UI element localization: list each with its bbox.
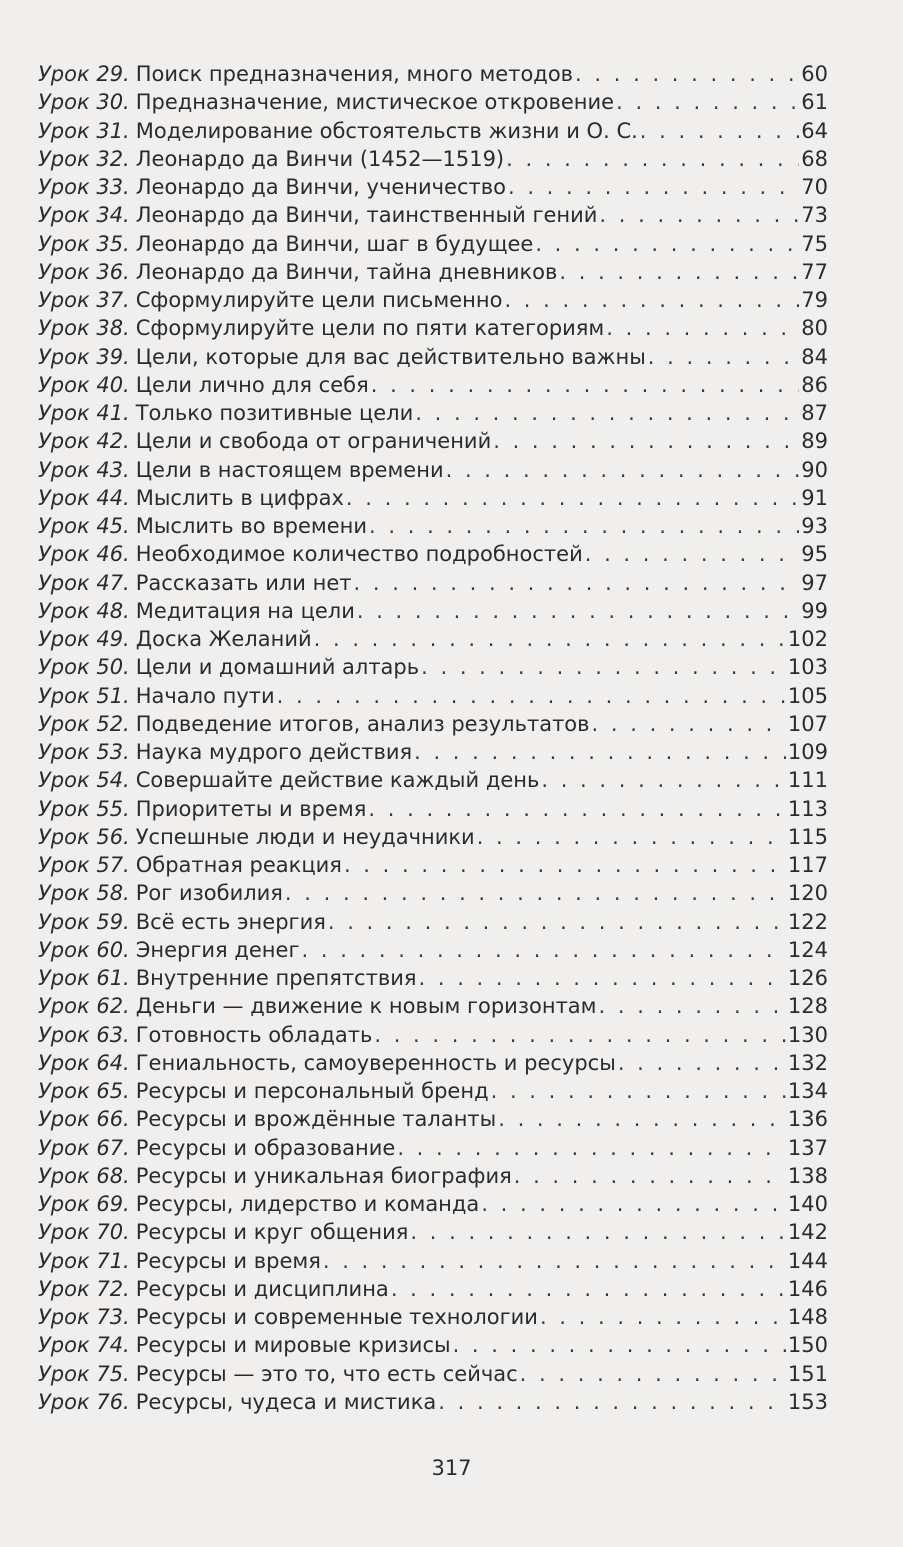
dot-leader: [323, 1247, 786, 1275]
toc-entry: [38, 512, 828, 540]
toc-entry: [38, 569, 828, 597]
lesson-title: Начало пути: [135, 683, 275, 708]
toc-entry: [38, 145, 828, 173]
lesson-title: Медитация на цели: [135, 598, 355, 623]
dot-leader: [415, 399, 799, 427]
lesson-label: Урок 70.: [38, 1220, 130, 1245]
toc-entry: [38, 371, 828, 399]
lesson-title: Ресурсы — это то, что есть сейчас: [135, 1361, 518, 1386]
lesson-label: Урок 67.: [38, 1135, 130, 1160]
dot-leader: [640, 117, 799, 145]
page-reference: 90: [801, 457, 828, 482]
lesson-label: Урок 51.: [38, 683, 130, 708]
toc-entry: [38, 1021, 828, 1049]
page-reference: 113: [787, 796, 828, 821]
toc-entry: [38, 286, 828, 314]
toc-entry: [38, 1162, 828, 1190]
dot-leader: [541, 766, 786, 794]
page-reference: 128: [787, 994, 828, 1019]
page-reference: 84: [801, 344, 828, 369]
dot-leader: [369, 512, 799, 540]
lesson-title: Предназначение, мистическое откровение: [135, 90, 615, 115]
lesson-title: Моделирование обстоятельств жизни и О. С.: [135, 118, 638, 143]
lesson-label: Урок 62.: [38, 994, 130, 1019]
lesson-title: Ресурсы и современные технологии: [135, 1305, 538, 1329]
lesson-title: Цели и свобода от ограничений: [135, 429, 492, 454]
dot-leader: [559, 258, 799, 286]
dot-leader: [575, 60, 799, 88]
page-reference: 79: [801, 288, 828, 312]
dot-leader: [508, 173, 799, 201]
page-reference: 70: [801, 175, 828, 199]
lesson-title: Цели и домашний алтарь: [135, 655, 420, 680]
lesson-title: Доска Желаний: [135, 627, 312, 651]
lesson-title: Деньги — движение к новым горизонтам: [135, 994, 597, 1019]
page-reference: 77: [801, 259, 828, 284]
lesson-title: Мыслить в цифрах: [135, 485, 344, 510]
lesson-title: Ресурсы, чудеса и мистика: [135, 1389, 437, 1414]
page-reference: 86: [801, 372, 828, 397]
toc-entry: [38, 1303, 828, 1331]
toc-entry: [38, 1077, 828, 1105]
toc-entry: [38, 766, 828, 794]
page-reference: 102: [787, 627, 828, 651]
lesson-label: Урок 64.: [38, 1050, 130, 1075]
dot-leader: [354, 569, 800, 597]
lesson-title: Совершайте действие каждый день: [135, 768, 540, 793]
page-reference: 153: [787, 1389, 828, 1414]
lesson-title: Ресурсы и врождённые таланты: [135, 1107, 497, 1132]
dot-leader: [599, 992, 786, 1020]
page-reference: 75: [801, 231, 828, 256]
page-reference: 97: [801, 570, 828, 595]
page-reference: 136: [787, 1107, 828, 1132]
lesson-label: Урок 59.: [38, 909, 130, 934]
toc-entry: [38, 1105, 828, 1133]
dot-leader: [344, 851, 786, 879]
lesson-title: Леонардо да Винчи, таинственный гений: [135, 203, 598, 228]
page-reference: 120: [787, 881, 828, 906]
lesson-title: Ресурсы и мировые кризисы: [135, 1333, 451, 1358]
lesson-label: Урок 69.: [38, 1192, 130, 1216]
dot-leader: [446, 456, 800, 484]
toc-entry: [38, 258, 828, 286]
toc-entry: [38, 597, 828, 625]
lesson-label: Урок 36.: [38, 259, 130, 284]
page-reference: 126: [787, 966, 828, 990]
lesson-label: Урок 76.: [38, 1389, 130, 1414]
page-reference: 91: [801, 485, 828, 510]
toc-entry: [38, 1190, 828, 1218]
lesson-title: Цели, которые для вас действительно важны: [135, 344, 646, 369]
lesson-label: Урок 41.: [38, 401, 130, 425]
dot-leader: [453, 1331, 786, 1359]
toc-entry: [38, 851, 828, 879]
dot-leader: [506, 145, 799, 173]
toc-entry: [38, 456, 828, 484]
page-reference: 132: [787, 1050, 828, 1075]
page-reference: 115: [787, 824, 828, 849]
lesson-title: Ресурсы и время: [135, 1248, 321, 1273]
dot-leader: [481, 1190, 786, 1218]
lesson-title: Леонардо да Винчи, ученичество: [135, 175, 506, 199]
dot-leader: [648, 343, 799, 371]
lesson-label: Урок 30.: [38, 90, 130, 115]
dot-leader: [371, 371, 800, 399]
dot-leader: [414, 738, 786, 766]
lesson-label: Урок 42.: [38, 429, 130, 454]
lesson-label: Урок 38.: [38, 316, 130, 341]
dot-leader: [491, 1077, 786, 1105]
dot-leader: [328, 908, 786, 936]
lesson-label: Урок 66.: [38, 1107, 130, 1132]
lesson-title: Леонардо да Винчи, тайна дневников: [135, 259, 558, 284]
page-reference: 68: [801, 146, 828, 171]
toc-entry: [38, 1360, 828, 1388]
lesson-label: Урок 65.: [38, 1079, 130, 1103]
lesson-label: Урок 52.: [38, 711, 130, 736]
lesson-label: Урок 44.: [38, 485, 130, 510]
lesson-label: Урок 75.: [38, 1361, 130, 1386]
dot-leader: [410, 1218, 786, 1246]
lesson-label: Урок 29.: [38, 62, 130, 86]
toc-entry: [38, 738, 828, 766]
lesson-title: Приоритеты и время: [135, 796, 367, 821]
toc-entry: [38, 540, 828, 568]
dot-leader: [419, 964, 786, 992]
toc-entry: [38, 710, 828, 738]
toc-entry: [38, 88, 828, 116]
page-reference: 109: [787, 740, 828, 764]
toc-entry: [38, 908, 828, 936]
lesson-label: Урок 61.: [38, 966, 130, 990]
lesson-label: Урок 71.: [38, 1248, 130, 1273]
dot-leader: [514, 1162, 786, 1190]
lesson-title: Рассказать или нет: [135, 570, 352, 595]
lesson-label: Урок 45.: [38, 514, 130, 538]
lesson-title: Мыслить во времени: [135, 514, 368, 538]
lesson-title: Внутренние препятствия: [135, 966, 417, 990]
toc-entry: [38, 1275, 828, 1303]
dot-leader: [357, 597, 799, 625]
lesson-label: Урок 53.: [38, 740, 130, 764]
lesson-title: Поиск предназначения, много методов: [135, 62, 574, 86]
dot-leader: [368, 795, 786, 823]
lesson-title: Только позитивные цели: [135, 401, 414, 425]
lesson-title: Рог изобилия: [135, 881, 283, 906]
lesson-label: Урок 54.: [38, 768, 130, 793]
toc-entry: [38, 201, 828, 229]
toc-entry: [38, 1388, 828, 1416]
page-reference: 89: [801, 429, 828, 454]
lesson-label: Урок 34.: [38, 203, 130, 228]
page-reference: 138: [787, 1163, 828, 1188]
lesson-label: Урок 40.: [38, 372, 130, 397]
lesson-title: Готовность обладать: [135, 1022, 373, 1047]
dot-leader: [391, 1275, 786, 1303]
page-reference: 137: [787, 1135, 828, 1160]
toc-entry: [38, 1049, 828, 1077]
lesson-label: Урок 48.: [38, 598, 130, 623]
lesson-title: Ресурсы и персональный бренд: [135, 1079, 489, 1103]
toc-entry: [38, 343, 828, 371]
lesson-label: Урок 72.: [38, 1276, 130, 1301]
lesson-title: Всё есть энергия: [135, 909, 326, 934]
toc-entry: [38, 173, 828, 201]
page-reference: 117: [787, 853, 828, 877]
toc-entry: [38, 625, 828, 653]
dot-leader: [302, 936, 786, 964]
lesson-title: Леонардо да Винчи (1452—1519): [135, 146, 505, 171]
lesson-label: Урок 32.: [38, 146, 130, 171]
page-reference: 134: [787, 1079, 828, 1103]
lesson-title: Ресурсы и уникальная биография: [135, 1163, 512, 1188]
toc-entry: [38, 484, 828, 512]
lesson-label: Урок 68.: [38, 1163, 130, 1188]
page-reference: 99: [801, 598, 828, 623]
dot-leader: [520, 1360, 786, 1388]
lesson-label: Урок 74.: [38, 1333, 130, 1358]
lesson-title: Цели лично для себя: [135, 372, 369, 397]
toc-entry: [38, 117, 828, 145]
page-reference: 60: [801, 62, 828, 86]
page-reference: 148: [787, 1305, 828, 1329]
lesson-label: Урок 57.: [38, 853, 130, 877]
toc-entry: [38, 60, 828, 88]
page-reference: 151: [787, 1361, 828, 1386]
page-reference: 140: [787, 1192, 828, 1216]
toc-entry: [38, 1247, 828, 1275]
toc-entry: [38, 682, 828, 710]
lesson-label: Урок 33.: [38, 175, 130, 199]
lesson-title: Наука мудрого действия: [135, 740, 413, 764]
lesson-title: Энергия денег: [135, 937, 300, 962]
table-of-contents: [38, 60, 828, 1416]
toc-entry: [38, 1134, 828, 1162]
lesson-label: Урок 60.: [38, 937, 130, 962]
page-reference: 61: [801, 90, 828, 115]
page-number: 317: [431, 1456, 472, 1480]
page-reference: 103: [787, 655, 828, 680]
lesson-label: Урок 58.: [38, 881, 130, 906]
lesson-title: Необходимое количество подробностей: [135, 542, 583, 567]
toc-entry: [38, 795, 828, 823]
lesson-title: Ресурсы и образование: [135, 1135, 396, 1160]
lesson-title: Гениальность, самоуверенность и ресурсы: [135, 1050, 616, 1075]
page-reference: 80: [801, 316, 828, 341]
page-reference: 64: [801, 118, 828, 143]
page-reference: 111: [787, 768, 828, 793]
toc-entry: [38, 653, 828, 681]
lesson-title: Подведение итогов, анализ результатов: [135, 711, 590, 736]
page-reference: 95: [801, 542, 828, 567]
lesson-title: Ресурсы и круг общения: [135, 1220, 409, 1245]
page-reference: 146: [787, 1276, 828, 1301]
dot-leader: [314, 625, 786, 653]
page-reference: 107: [787, 711, 828, 736]
lesson-label: Урок 31.: [38, 118, 130, 143]
lesson-label: Урок 63.: [38, 1022, 130, 1047]
lesson-title: Ресурсы и дисциплина: [135, 1276, 389, 1301]
toc-entry: [38, 936, 828, 964]
lesson-title: Цели в настоящем времени: [135, 457, 444, 482]
toc-entry: [38, 964, 828, 992]
lesson-label: Урок 43.: [38, 457, 130, 482]
dot-leader: [535, 230, 799, 258]
dot-leader: [277, 682, 786, 710]
dot-leader: [374, 1021, 786, 1049]
lesson-title: Леонардо да Винчи, шаг в будущее: [135, 231, 534, 256]
dot-leader: [346, 484, 799, 512]
dot-leader: [618, 1049, 786, 1077]
toc-entry: [38, 427, 828, 455]
lesson-label: Урок 73.: [38, 1305, 130, 1329]
page-reference: 105: [787, 683, 828, 708]
dot-leader: [397, 1134, 786, 1162]
lesson-title: Успешные люди и неудачники: [135, 824, 475, 849]
dot-leader: [498, 1105, 786, 1133]
dot-leader: [592, 710, 786, 738]
page-reference: 73: [801, 203, 828, 228]
dot-leader: [616, 88, 799, 116]
dot-leader: [421, 653, 786, 681]
dot-leader: [540, 1303, 786, 1331]
page-reference: 130: [787, 1022, 828, 1047]
page-reference: 142: [787, 1220, 828, 1245]
toc-entry: [38, 1218, 828, 1246]
lesson-title: Ресурсы, лидерство и команда: [135, 1192, 480, 1216]
page-reference: 87: [801, 401, 828, 425]
dot-leader: [504, 286, 799, 314]
lesson-label: Урок 56.: [38, 824, 130, 849]
toc-entry: [38, 992, 828, 1020]
page-reference: 93: [801, 514, 828, 538]
lesson-label: Урок 47.: [38, 570, 130, 595]
toc-entry: [38, 230, 828, 258]
lesson-label: Урок 49.: [38, 627, 130, 651]
dot-leader: [438, 1388, 786, 1416]
toc-entry: [38, 879, 828, 907]
dot-leader: [606, 314, 799, 342]
toc-entry: [38, 823, 828, 851]
page-reference: 150: [787, 1333, 828, 1358]
lesson-label: Урок 35.: [38, 231, 130, 256]
dot-leader: [493, 427, 799, 455]
toc-entry: [38, 314, 828, 342]
lesson-title: Сформулируйте цели по пяти категориям: [135, 316, 605, 341]
lesson-label: Урок 37.: [38, 288, 130, 312]
lesson-title: Обратная реакция: [135, 853, 342, 877]
page-reference: 122: [787, 909, 828, 934]
toc-entry: [38, 399, 828, 427]
dot-leader: [285, 879, 786, 907]
dot-leader: [585, 540, 800, 568]
toc-entry: [38, 1331, 828, 1359]
lesson-title: Сформулируйте цели письменно: [135, 288, 503, 312]
dot-leader: [599, 201, 799, 229]
dot-leader: [477, 823, 786, 851]
page-reference: 124: [787, 937, 828, 962]
page-reference: 144: [787, 1248, 828, 1273]
lesson-label: Урок 39.: [38, 344, 130, 369]
lesson-label: Урок 50.: [38, 655, 130, 680]
lesson-label: Урок 46.: [38, 542, 130, 567]
lesson-label: Урок 55.: [38, 796, 130, 821]
